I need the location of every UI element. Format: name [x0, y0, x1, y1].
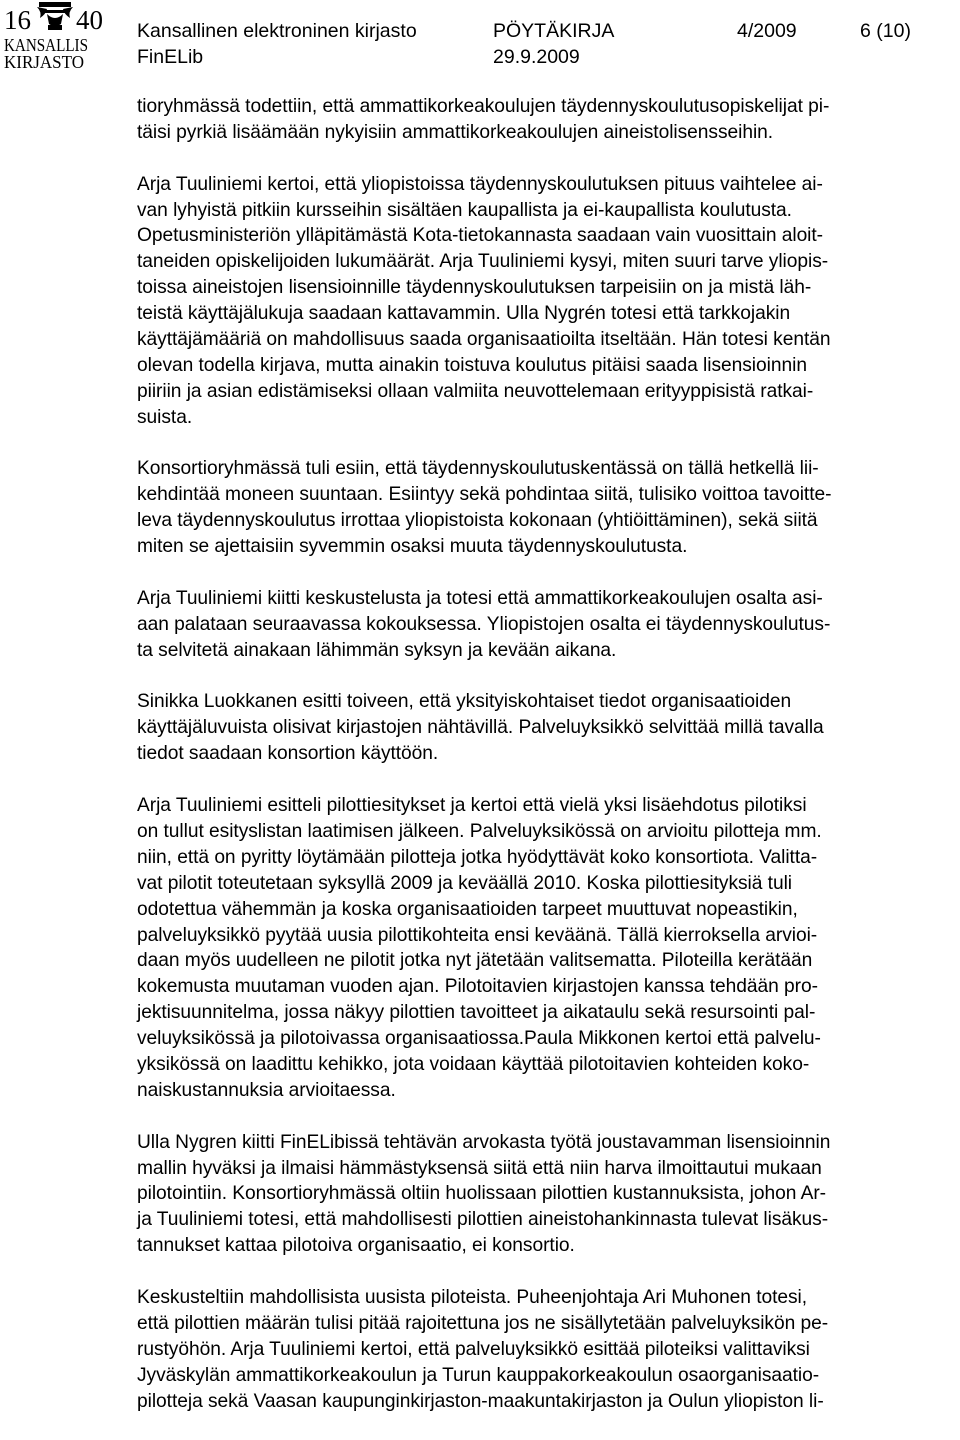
header-organization-short: FinELib [137, 46, 204, 68]
header-document-number: 4/2009 [737, 20, 797, 42]
text-line: teistä käyttäjälukuja saadaan kattavammin. Ulla Nygrén totesi että tarkkojakin [137, 303, 791, 325]
paragraph [137, 1130, 955, 1259]
logo-line-2: KIRJASTO [4, 52, 84, 72]
text-line: toissa aineistojen lisensioinnille täydennyskoulutuksen tarpeisiin on ja mistä läh- [137, 277, 812, 299]
text-line: taneiden opiskelijoiden lukumäärät. Arja Tuuliniemi kysyi, miten suuri tarve yliopis- [137, 251, 829, 273]
column-capital-icon [37, 2, 73, 30]
text-line: käyttäjäluvuista olisivat kirjastojen nähtävillä. Palveluyksikkö selvittää millä tavalla [137, 717, 824, 739]
header-organization: Kansallinen elektroninen kirjasto [137, 20, 417, 42]
kansalliskirjasto-logo [0, 0, 118, 78]
text-line: ja Tuuliniemi totesi, että mahdollisesti pilottien aineistohankinnasta tulevat lisäkus- [137, 1209, 829, 1231]
text-line: pilotteja sekä Vaasan kaupunginkirjaston-maakuntakirjaston ja Oulun yliopiston li- [137, 1390, 824, 1412]
document-header [137, 18, 937, 74]
paragraph [137, 586, 955, 664]
paragraph [137, 94, 955, 146]
minutes-body [137, 94, 955, 1440]
text-line: Ulla Nygren kiitti FinELibissä tehtävän arvokasta työtä joustavamman lisensioinnin [137, 1131, 831, 1153]
text-line: että pilottien määrän tulisi pitää rajoitettuna jos ne sisällytetään palveluyksikön pe- [137, 1312, 829, 1334]
text-line: odotettua vähemmän ja koska organisaatioiden tarpeet muuttuvat nopeastikin, [137, 898, 798, 920]
text-line: naiskustannuksia arvioitaessa. [137, 1079, 396, 1101]
text-line: Arja Tuuliniemi kiitti keskustelusta ja totesi että ammattikorkeakoulujen osalta asi- [137, 587, 823, 609]
text-line: Jyväskylän ammattikorkeakoulun ja Turun kauppakorkeakoulun osaorganisaatio- [137, 1364, 820, 1386]
header-page-number: 6 (10) [860, 20, 911, 42]
text-line: ta selvitetä ainakaan lähimmän syksyn ja kevään aikana. [137, 639, 617, 661]
text-line: pilotointiin. Konsortioryhmässä oltiin huolissaan pilottien kustannuksista, johon Ar- [137, 1183, 827, 1205]
text-line: tioryhmässä todettiin, että ammattikorkeakoulujen täydennyskoulutusopiskelijat pi- [137, 96, 830, 117]
text-line: Arja Tuuliniemi esitteli pilottiesitykset ja kertoi että vielä yksi lisäehdotus pilotiksi [137, 795, 807, 817]
text-line: Sinikka Luokkanen esitti toiveen, että yksityiskohtaiset tiedot organisaatioiden [137, 691, 792, 713]
text-line: jektisuunnitelma, jossa näkyy pilottien tavoitteet ja aikataulu sekä resursointi pal- [137, 1002, 816, 1024]
text-line: tannukset kattaa pilotoiva organisaatio, ei konsortio. [137, 1235, 575, 1257]
text-line: mallin hyväksi ja ilmaisi hämmästyksensä siitä että niin harva ilmoittautui mukaan [137, 1157, 822, 1179]
text-line: rustyöhön. Arja Tuuliniemi kertoi, että palveluyksikkö esittää piloteiksi valittaviksi [137, 1338, 810, 1360]
header-document-type: PÖYTÄKIRJA [493, 20, 615, 42]
text-line: palveluyksikkö pyytää uusia pilottikohteita ensi keväänä. Tällä kierroksella arvioi- [137, 924, 818, 946]
text-line: leva täydennyskoulutus irrottaa yliopistoista kokonaan (yhtiöittäminen), sekä siitä [137, 510, 818, 532]
header-date: 29.9.2009 [493, 46, 580, 68]
text-line: daan myös uudelleen ne pilotit jotka nyt jätetään valitsematta. Piloteilla kerätään [137, 950, 813, 972]
text-line: Konsortioryhmässä tuli esiin, että täydennyskoulutuskentässä on tällä hetkellä lii- [137, 458, 819, 480]
text-line: vat pilotit toteutetaan syksyllä 2009 ja keväällä 2010. Koska pilottiesityksiä tuli [137, 872, 792, 894]
text-line: olevan todella kirjava, mutta ainakin toistuva koulutus pitäisi saada lisensioinnin [137, 354, 807, 376]
text-line: tiedot saadaan konsortion käyttöön. [137, 743, 439, 765]
library-emblem [0, 0, 118, 78]
text-line: niin, että on pyritty löytämään pilotteja jotka hyödyttävät koko konsortiota. Valitta- [137, 846, 818, 868]
paragraph [137, 793, 955, 1104]
text-line: Keskusteltiin mahdollisista uusista piloteista. Puheenjohtaja Ari Muhonen totesi, [137, 1286, 808, 1308]
logo-line-1: KANSALLIS [4, 35, 88, 55]
text-line: miten se ajettaisiin syvemmin osaksi muuta täydennyskoulutusta. [137, 536, 688, 558]
text-line: Arja Tuuliniemi kertoi, että yliopistoissa täydennyskoulutuksen pituus vaihtelee ai- [137, 173, 823, 195]
logo-year-left: 16 [4, 5, 31, 35]
text-line: yksikössä on laadittu kehikko, jota voidaan käyttää pilotoitavien kohteiden koko- [137, 1053, 810, 1075]
text-line: kokemusta muutaman vuoden ajan. Pilotoitavien kirjastojen kanssa tehdään pro- [137, 976, 818, 998]
text-line: van lyhyistä pitkiin kursseihin sisältäen kaupallista ja ei-kaupallista koulutusta. [137, 199, 792, 221]
text-line: aan palataan seuraavassa kokouksessa. Yliopistojen osalta ei täydennyskoulutus- [137, 613, 831, 635]
paragraph [137, 689, 955, 767]
text-line: piiriin ja asian edistämiseksi ollaan valmiita neuvottelemaan erityyppisistä ratkai- [137, 380, 814, 402]
text-line: käyttäjämääriä on mahdollisuus saada organisaatioilta itseltään. Hän totesi kentän [137, 329, 831, 351]
text-line: täisi pyrkiä lisäämään nykyisiin ammattikorkeakoulujen aineistolisensseihin. [137, 121, 774, 143]
paragraph [137, 456, 955, 560]
logo-year-right: 40 [76, 5, 103, 35]
text-line: suista. [137, 406, 193, 428]
text-line: kehdintää moneen suuntaan. Esiintyy sekä pohdintaa siitä, tulisiko voittoa tavoitte- [137, 484, 832, 506]
paragraph [137, 172, 955, 431]
text-line: Opetusministeriön ylläpitämästä Kota-tietokannasta saadaan vain vuosittain aloit- [137, 225, 824, 247]
text-line: on tullut esityslistan laatimisen jälkeen. Palveluyksikössä on arvioitu pilotteja mm. [137, 820, 822, 842]
text-line: veluyksikössä ja pilotoivassa organisaatiossa.Paula Mikkonen kertoi että palvelu- [137, 1028, 821, 1050]
paragraph [137, 1285, 955, 1414]
